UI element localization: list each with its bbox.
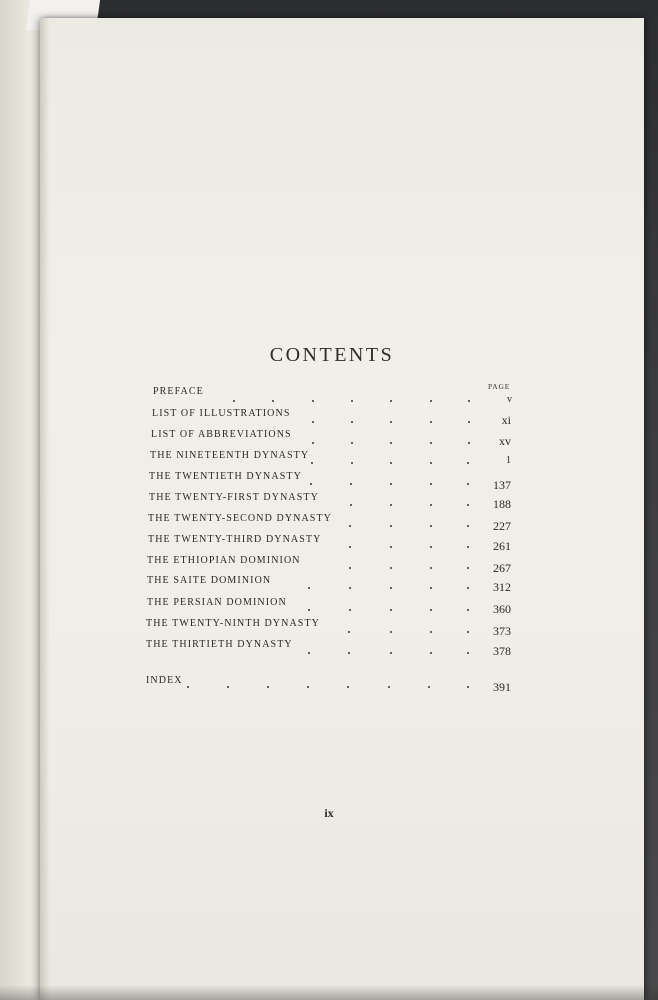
toc-entry-page: 261 xyxy=(493,539,511,553)
toc-entry-page: v xyxy=(507,394,512,405)
toc-entry-label: THE TWENTY-FIRST DYNASTY xyxy=(149,492,319,503)
toc-entry xyxy=(0,675,658,693)
page-column-heading: PAGE xyxy=(488,382,511,391)
toc-entry xyxy=(0,639,658,657)
toc-entry xyxy=(0,513,658,531)
toc-entry-page: 378 xyxy=(493,644,511,658)
toc-entry-page: 360 xyxy=(493,602,511,616)
toc-entry xyxy=(0,471,658,492)
leader-dot xyxy=(467,483,469,485)
toc-entry xyxy=(0,408,658,426)
toc-entry-page: xv xyxy=(499,434,511,448)
toc-entry xyxy=(0,618,658,636)
toc-entry-label: THE TWENTIETH DYNASTY xyxy=(149,471,302,482)
leader-dot xyxy=(390,400,392,402)
toc-entry-label: THE TWENTY-THIRD DYNASTY xyxy=(148,534,322,545)
leader-dot xyxy=(308,652,310,654)
leader-dot xyxy=(267,686,269,688)
toc-entry-page: 391 xyxy=(493,680,511,694)
toc-leader-dots xyxy=(0,513,658,531)
page-title: CONTENTS xyxy=(269,344,395,366)
leader-dot xyxy=(468,400,470,402)
toc-entry xyxy=(0,534,658,552)
toc-entry-page: 227 xyxy=(493,519,511,533)
leader-dot xyxy=(430,631,432,633)
toc-entry-label: LIST OF ABBREVIATIONS xyxy=(151,429,292,440)
leader-dot xyxy=(390,546,392,548)
toc-entry xyxy=(0,429,658,447)
leader-dot xyxy=(467,504,469,506)
leader-dot xyxy=(349,525,351,527)
toc-entry-page: 137 xyxy=(493,478,511,492)
toc-leader-dots xyxy=(0,471,658,489)
leader-dot xyxy=(351,421,353,423)
toc-entry-label: INDEX xyxy=(146,675,183,686)
leader-dot xyxy=(390,504,392,506)
toc-leader-dots xyxy=(0,575,658,593)
toc-entry xyxy=(0,386,658,404)
toc-entry-label: THE PERSIAN DOMINION xyxy=(147,597,287,608)
toc-entry xyxy=(0,555,658,573)
leader-dot xyxy=(430,567,432,569)
toc-entry xyxy=(0,492,658,510)
leader-dot xyxy=(390,567,392,569)
toc-leader-dots xyxy=(0,534,658,552)
toc-entry-page: 1 xyxy=(506,455,511,466)
leader-dot xyxy=(390,483,392,485)
toc-entry-label: THE NINETEENTH DYNASTY xyxy=(150,450,310,461)
leader-dot xyxy=(430,400,432,402)
leader-dot xyxy=(430,442,432,444)
toc-entry xyxy=(0,575,658,593)
toc-entry-label: THE TWENTY-SECOND DYNASTY xyxy=(148,513,332,524)
leader-dot xyxy=(467,546,469,548)
leader-dot xyxy=(348,631,350,633)
leader-dot xyxy=(467,609,469,611)
toc-leader-dots xyxy=(0,492,658,510)
leader-dot xyxy=(390,652,392,654)
leader-dot xyxy=(312,442,314,444)
toc-entry-page: xi xyxy=(501,413,511,427)
toc-entry-label: PREFACE xyxy=(153,386,204,397)
leader-dot xyxy=(430,504,432,506)
toc-leader-dots xyxy=(0,408,658,426)
toc-leader-dots xyxy=(0,429,658,447)
leader-dot xyxy=(430,462,432,464)
leader-dot xyxy=(467,462,469,464)
leader-dot xyxy=(227,686,229,688)
toc-entry xyxy=(0,597,658,615)
leader-dot xyxy=(390,609,392,611)
toc-entry-label: THE TWENTY-NINTH DYNASTY xyxy=(146,618,320,629)
toc-entry-label: THE THIRTIETH DYNASTY xyxy=(146,639,293,650)
toc-entry-page: 373 xyxy=(493,624,511,638)
leader-dot xyxy=(349,609,351,611)
leader-dot xyxy=(430,652,432,654)
toc-leader-dots xyxy=(0,450,658,468)
leader-dot xyxy=(351,462,353,464)
leader-dot xyxy=(312,421,314,423)
leader-dot xyxy=(430,609,432,611)
toc-leader-dots xyxy=(0,618,658,636)
toc-entry-label: THE ETHIOPIAN DOMINION xyxy=(147,555,301,566)
leader-dot xyxy=(467,686,469,688)
leader-dot xyxy=(307,686,309,688)
leader-dot xyxy=(388,686,390,688)
leader-dot xyxy=(430,587,432,589)
leader-dot xyxy=(430,546,432,548)
toc-leader-dots xyxy=(0,639,658,657)
leader-dot xyxy=(348,652,350,654)
toc-entry-label: THE SAITE DOMINION xyxy=(147,575,272,586)
leader-dot xyxy=(233,400,235,402)
leader-dot xyxy=(467,631,469,633)
toc-leader-dots xyxy=(0,386,658,404)
leader-dot xyxy=(350,483,352,485)
leader-dot xyxy=(428,686,430,688)
toc-entry xyxy=(0,450,658,468)
leader-dot xyxy=(467,587,469,589)
leader-dot xyxy=(312,400,314,402)
leader-dot xyxy=(390,631,392,633)
leader-dot xyxy=(390,462,392,464)
toc-entry-page: 312 xyxy=(493,580,511,594)
leader-dot xyxy=(467,525,469,527)
leader-dot xyxy=(272,400,274,402)
leader-dot xyxy=(308,587,310,589)
leader-dot xyxy=(390,525,392,527)
leader-dot xyxy=(467,567,469,569)
leader-dot xyxy=(349,587,351,589)
toc-entry-page: 267 xyxy=(493,561,511,575)
leader-dot xyxy=(350,504,352,506)
toc-leader-dots xyxy=(0,597,658,615)
leader-dot xyxy=(430,421,432,423)
page-number-folio: ix xyxy=(324,806,334,820)
leader-dot xyxy=(430,525,432,527)
leader-dot xyxy=(351,442,353,444)
leader-dot xyxy=(390,442,392,444)
leader-dot xyxy=(390,421,392,423)
leader-dot xyxy=(349,546,351,548)
leader-dot xyxy=(308,609,310,611)
leader-dot xyxy=(430,483,432,485)
toc-entry-label: LIST OF ILLUSTRATIONS xyxy=(152,408,291,419)
leader-dot xyxy=(467,652,469,654)
bottom-shadow xyxy=(0,985,658,1000)
leader-dot xyxy=(311,462,313,464)
leader-dot xyxy=(347,686,349,688)
leader-dot xyxy=(351,400,353,402)
leader-dot xyxy=(310,483,312,485)
leader-dot xyxy=(187,686,189,688)
toc-leader-dots xyxy=(0,555,658,573)
leader-dot xyxy=(349,567,351,569)
toc-entry-page: 188 xyxy=(493,497,511,511)
toc-leader-dots xyxy=(0,675,658,693)
leader-dot xyxy=(390,587,392,589)
